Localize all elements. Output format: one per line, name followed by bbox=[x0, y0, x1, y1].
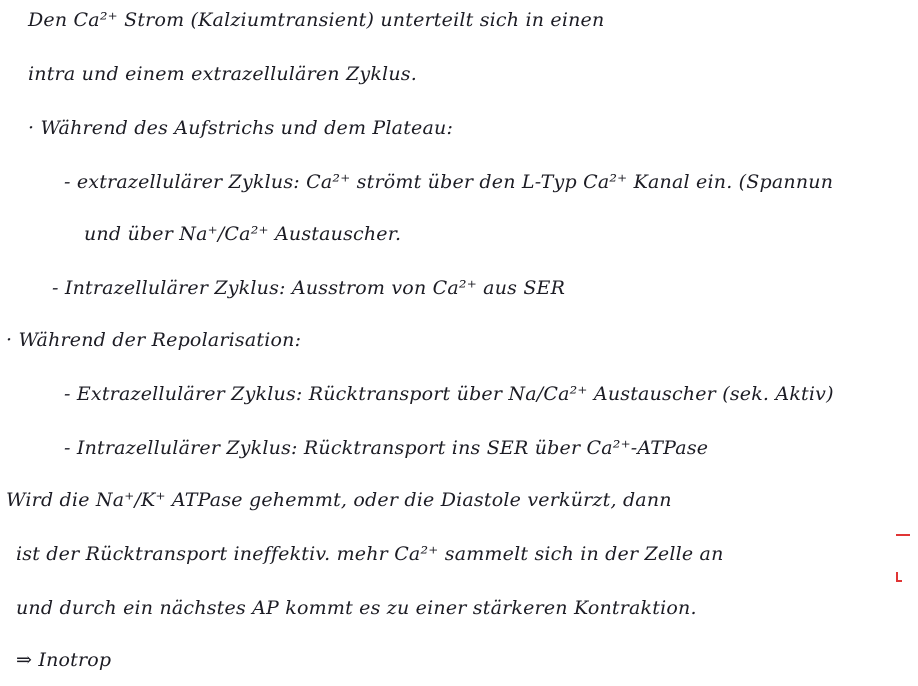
note-line-5: und über Na⁺/Ca²⁺ Austauscher. bbox=[84, 223, 402, 245]
note-line-6: - Intrazellulärer Zyklus: Ausstrom von Ca²⁺ aus SER bbox=[52, 277, 566, 299]
note-line-1: Den Ca²⁺ Strom (Kalziumtransient) unterteilt sich in einen bbox=[28, 9, 605, 31]
margin-corner-mark bbox=[896, 572, 902, 582]
margin-dash-mark bbox=[896, 534, 910, 536]
note-line-3: · Während des Aufstrichs und dem Plateau: bbox=[28, 117, 454, 139]
note-line-10: Wird die Na⁺/K⁺ ATPase gehemmt, oder die Diastole verkürzt, dann bbox=[6, 489, 672, 511]
note-line-7: · Während der Repolarisation: bbox=[6, 329, 302, 351]
note-line-12: und durch ein nächstes AP kommt es zu einer stärkeren Kontraktion. bbox=[16, 597, 697, 619]
note-line-9: - Intrazellulärer Zyklus: Rücktransport ins SER über Ca²⁺-ATPase bbox=[64, 437, 709, 459]
note-line-11: ist der Rücktransport ineffektiv. mehr Ca²⁺ sammelt sich in der Zelle an bbox=[16, 543, 724, 565]
note-line-4: - extrazellulärer Zyklus: Ca²⁺ strömt über den L-Typ Ca²⁺ Kanal ein. (Spannun bbox=[64, 171, 834, 193]
note-line-8: - Extrazellulärer Zyklus: Rücktransport über Na/Ca²⁺ Austauscher (sek. Aktiv) bbox=[64, 383, 834, 405]
note-line-13: ⇒ Inotrop bbox=[16, 649, 112, 671]
note-line-2: intra und einem extrazellulären Zyklus. bbox=[28, 63, 417, 85]
